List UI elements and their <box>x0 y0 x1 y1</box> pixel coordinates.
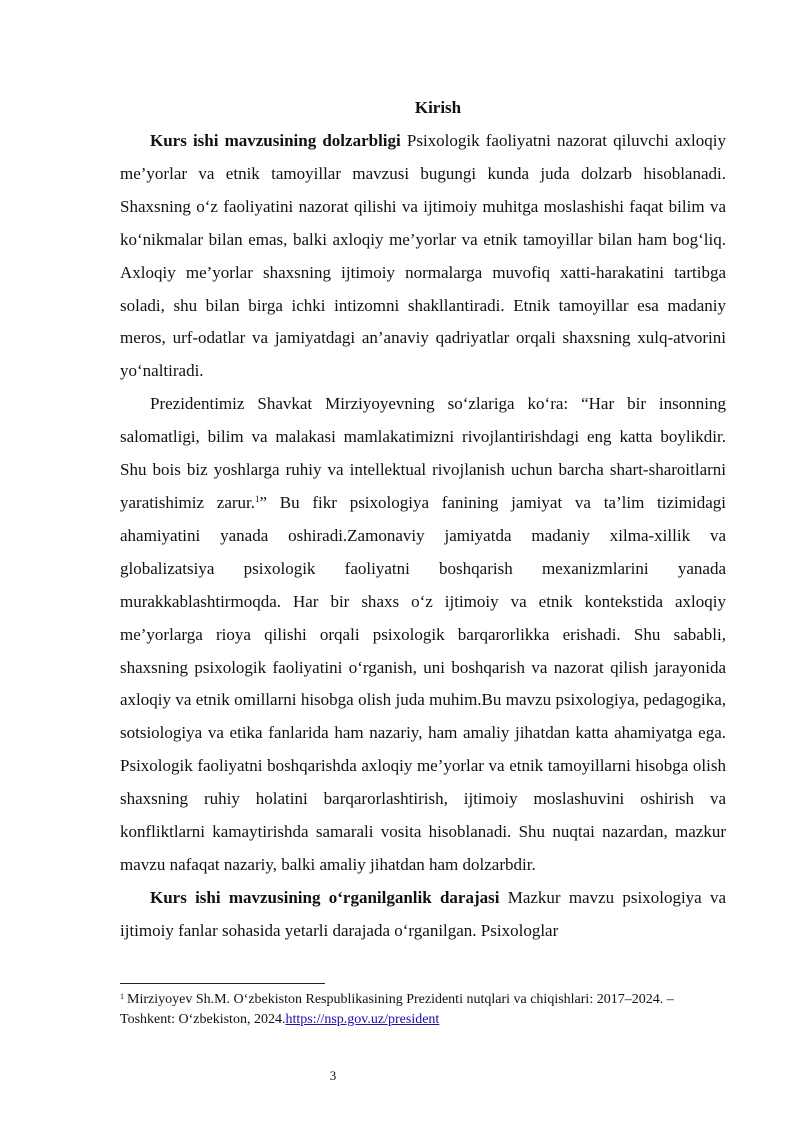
paragraph-text: Mazkur mavzu psixologiya va ijtimoiy fanlar sohasida yetarli darajada o‘rganilgan. Psixologlar <box>120 887 727 940</box>
section-title: Kirish <box>414 98 462 117</box>
paragraph-text: Prezidentimiz Shavkat Mirziyoyevning so‘zlariga ko‘ra: “Har bir insonning salomatligi, bilim va malakasi mamlakatimizni rivojlantirishdagi eng katta boylikdir. Shu bois biz yoshlarga ruhiy va intellektual rivojlanish uchun barcha shart-sharoitlarni yaratishimiz zarur. <box>120 394 726 512</box>
page-number: 3 <box>329 1068 337 1083</box>
footnote-link[interactable]: https://nsp.gov.uz/president <box>285 1012 440 1027</box>
footnote-separator <box>120 983 325 984</box>
paragraph-text: ” Bu fikr psixologiya fanining jamiyat va ta’lim tizimidagi ahamiyatini yanada oshiradi.Zamonaviy jamiyatda madaniy xilma-xillik va globalizatsiya psixologik faoliyatni boshqarish mexanizmlarini yanada murakkablashtirmoqda. Har bir shaxs o‘z ijtimoiy va etnik kontekstida axloqiy me’yorlarga rioya qilishi orqali psixologik barqarorlikka erishadi. Shu sababli, shaxsning psixologik faoliyatini o‘rganish, uni boshqarish va nazorat qilish jarayonida axloqiy va etnik omillarni hisobga olish juda muhim.Bu mavzu psixologiya, pedagogika, sotsiologiya va etika fanlarida ham nazariy, ham amaliy jihatdan katta ahamiyatga ega. Psixologik faoliyatni boshqarishda axloqiy me’yorlar va etnik tamoyillarni hisobga olish shaxsning ruhiy holatini barqarorlashtirish, ijtimoiy moslashuvini oshirish va konfliktlarni kamaytirishda samarali vosita hisoblanadi. Shu nuqtai nazardan, mazkur mavzu nafaqat nazariy, balki amaliy jihatdan ham dolzarbdir. <box>120 492 726 874</box>
paragraph-study-level <box>120 882 726 948</box>
footnote-text: Mirziyoyev Sh.M. O‘zbekiston Respublikasining Prezidenti nutqlari va chiqishlari: 2017–2024. – Toshkent: O‘zbekiston, 2024. <box>120 992 674 1027</box>
paragraph-president-quote <box>120 388 726 882</box>
footnote-mark: 1 <box>120 992 124 1001</box>
paragraph-relevance <box>120 125 726 388</box>
paragraph-lead-relevance: Kurs ishi mavzusining dolzarbligi <box>150 131 401 150</box>
footnote <box>120 990 726 1030</box>
body-text <box>120 125 726 948</box>
footnote-reference[interactable]: 1 <box>255 493 260 504</box>
paragraph-text: Psixologik faoliyatni nazorat qiluvchi axloqiy me’yorlar va etnik tamoyillar mavzusi bugungi kunda juda dolzarb hisoblanadi. Shaxsning o‘z faoliyatini nazorat qilishi va ijtimoiy muhitga moslashishi faqat bilim va ko‘nikmalar bilan emas, balki axloqiy me’yorlar va etnik tamoyillar bilan ham bog‘liq. Axloqiy me’yorlar shaxsning ijtimoiy normalarga muvofiq xatti-harakatini tartibga soladi, shu bilan birga ichki intizomni shakllantiradi. Etnik tamoyillar esa madaniy meros, urf-odatlar va jamiyatdagi an’anaviy qadriyatlar orqali shaxsning xulq-atvorini yo‘naltiradi. <box>120 131 726 381</box>
paragraph-lead-study-level: Kurs ishi mavzusining o‘rganilganlik darajasi <box>150 887 500 907</box>
